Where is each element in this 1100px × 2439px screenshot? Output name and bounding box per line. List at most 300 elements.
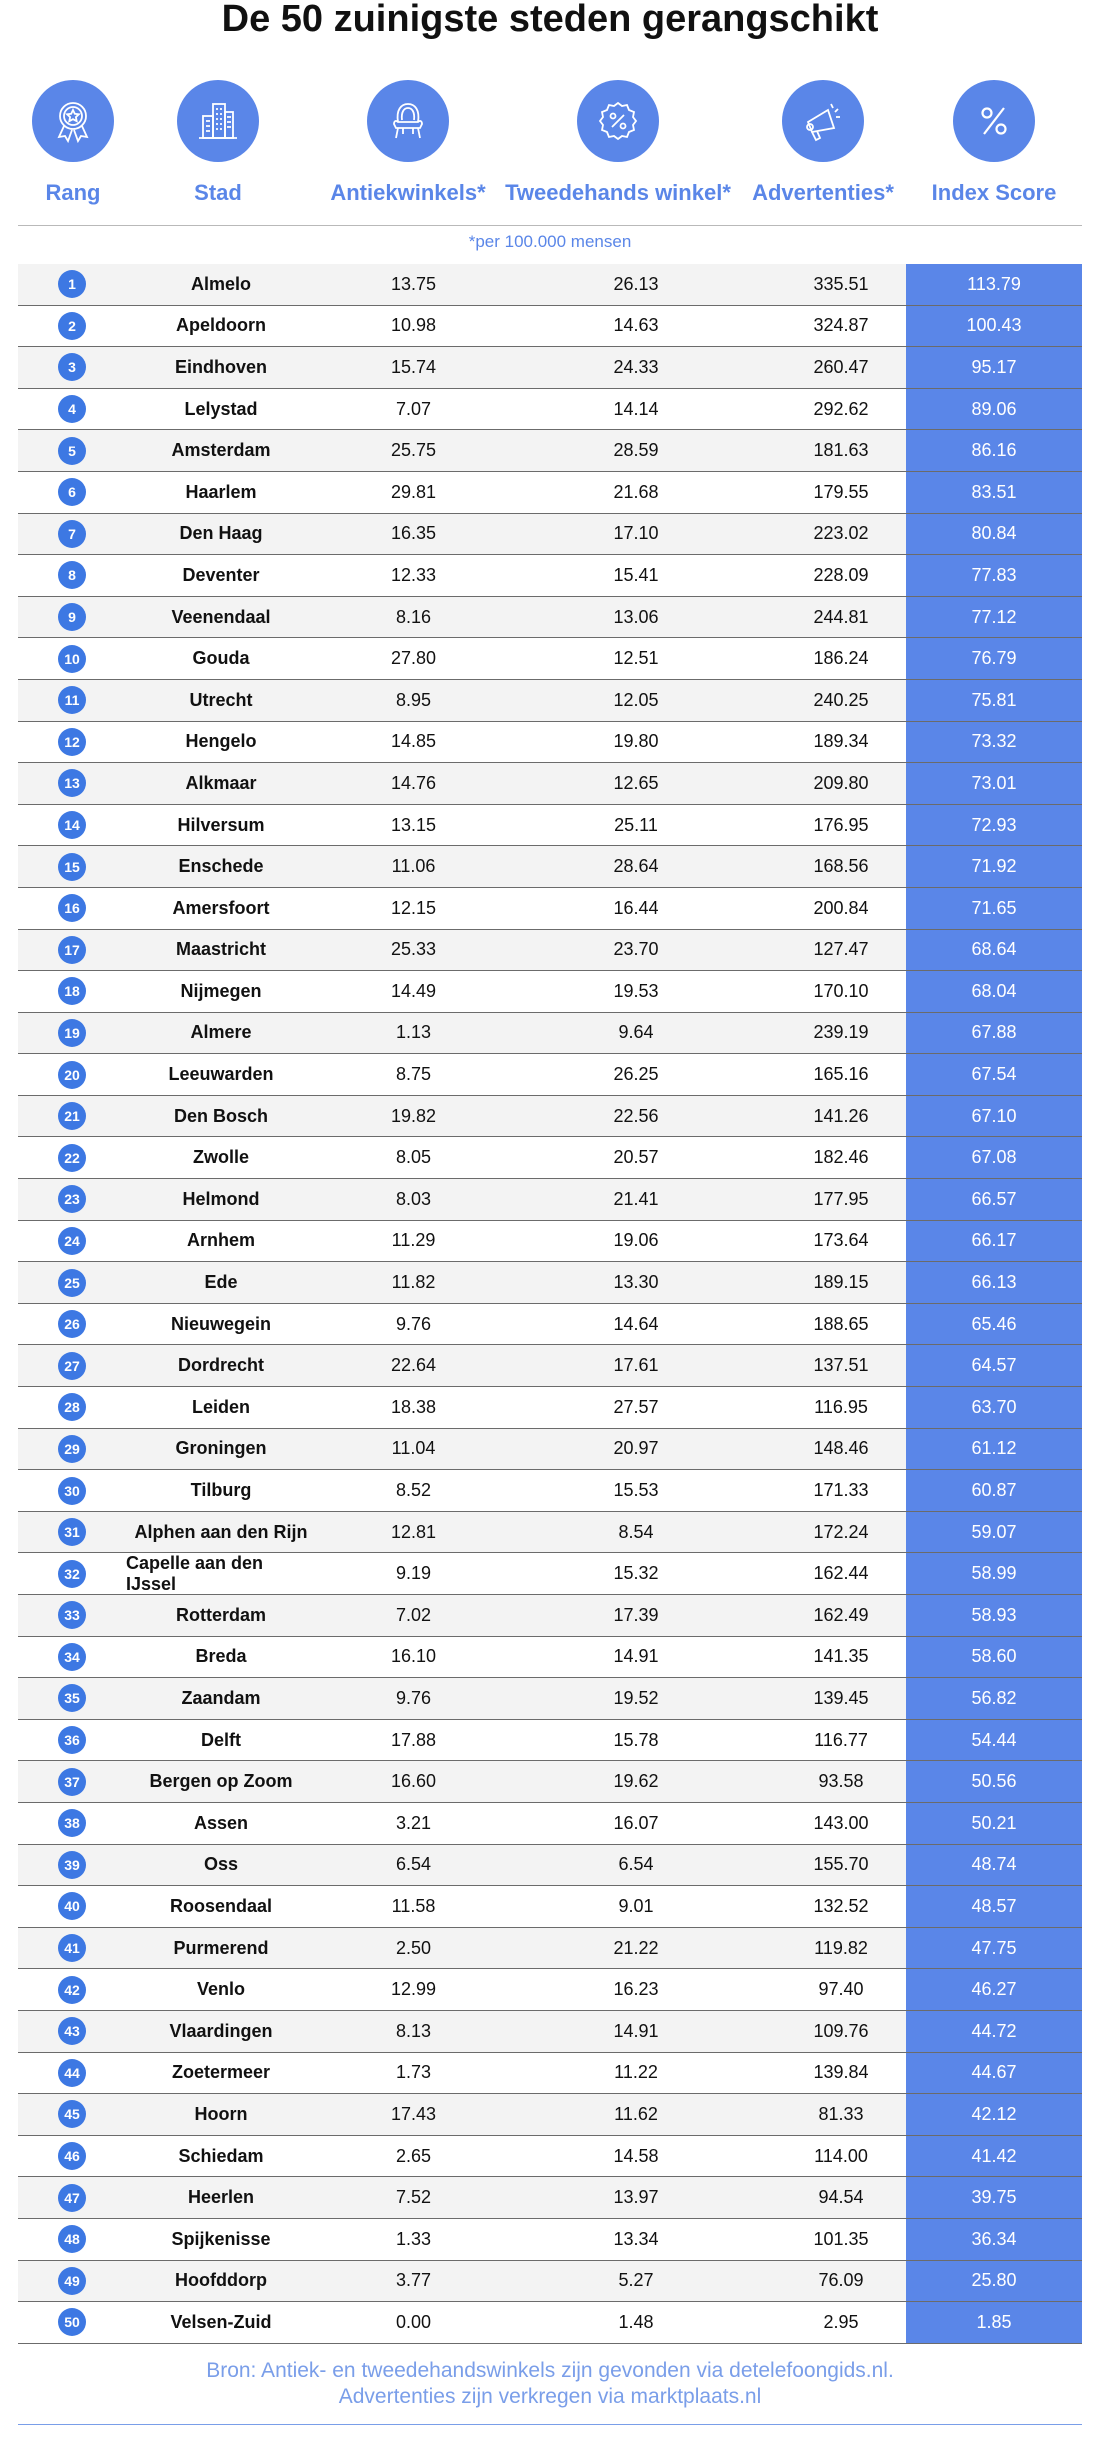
tweedehands-cell: 12.05 xyxy=(613,689,659,710)
antiek-cell: 11.58 xyxy=(391,1895,436,1916)
tweedehands-cell: 13.97 xyxy=(613,2187,659,2208)
tweedehands-cell: 9.64 xyxy=(618,1022,654,1043)
tweedehands-cell: 12.51 xyxy=(613,648,659,669)
tweedehands-cell: 14.64 xyxy=(613,1313,659,1334)
table-row xyxy=(18,638,1082,680)
antiek-cell: 6.54 xyxy=(395,1854,432,1875)
index-score-cell: 100.43 xyxy=(906,306,1082,347)
city-cell: Haarlem xyxy=(185,481,257,502)
rank-cell xyxy=(18,1345,126,1386)
city-cell: Hoofddorp xyxy=(175,2270,267,2291)
table-row xyxy=(18,930,1082,972)
table-row xyxy=(18,1137,1082,1179)
rank-badge: 36 xyxy=(58,1726,86,1754)
header-city xyxy=(158,80,278,206)
city-cell: Veenendaal xyxy=(171,606,271,627)
table-row xyxy=(18,2094,1082,2136)
advertenties-cell: 94.54 xyxy=(818,2187,864,2208)
tweedehands-cell: 5.27 xyxy=(618,2270,654,2291)
city-cell: Apeldoorn xyxy=(176,315,266,336)
antiek-cell: 12.33 xyxy=(390,564,437,585)
index-score-cell: 77.83 xyxy=(906,555,1082,596)
table-row xyxy=(18,1720,1082,1762)
tweedehands-cell: 8.54 xyxy=(618,1521,654,1542)
city-cell: Purmerend xyxy=(173,1937,269,1958)
antiek-cell: 25.33 xyxy=(390,939,437,960)
rank-cell xyxy=(18,2136,126,2177)
table-row xyxy=(18,680,1082,722)
advertenties-cell: 182.46 xyxy=(813,1147,869,1168)
rank-cell xyxy=(18,2094,126,2135)
index-score-cell: 80.84 xyxy=(906,514,1082,555)
advertenties-cell: 244.81 xyxy=(813,606,869,627)
rank-cell xyxy=(18,1137,126,1178)
rank-badge: 4 xyxy=(58,395,86,423)
advertenties-cell: 173.64 xyxy=(813,1230,869,1251)
antiek-cell: 11.29 xyxy=(391,1230,436,1251)
antiek-cell: 7.07 xyxy=(395,398,432,419)
tweedehands-cell: 22.56 xyxy=(613,1105,659,1126)
city-cell: Venlo xyxy=(196,1979,245,2000)
tweedehands-cell: 6.54 xyxy=(618,1854,654,1875)
antiek-cell: 8.13 xyxy=(395,2020,432,2041)
index-score-cell: 39.75 xyxy=(906,2177,1082,2218)
rank-badge: 19 xyxy=(58,1019,86,1047)
index-score-cell: 66.13 xyxy=(906,1262,1082,1303)
rank-badge: 47 xyxy=(58,2184,86,2212)
tweedehands-cell: 21.22 xyxy=(613,1937,659,1958)
table-row xyxy=(18,2219,1082,2261)
index-score-cell: 68.64 xyxy=(906,930,1082,971)
advertenties-cell: 101.35 xyxy=(813,2228,869,2249)
table-row xyxy=(18,2261,1082,2303)
antiek-cell: 3.21 xyxy=(395,1812,432,1833)
advertenties-cell: 176.95 xyxy=(813,814,869,835)
advertenties-cell: 116.95 xyxy=(814,1396,868,1417)
rank-cell xyxy=(18,1761,126,1802)
tweedehands-cell: 27.57 xyxy=(613,1396,659,1417)
advertenties-cell: 168.56 xyxy=(813,856,869,877)
table-row xyxy=(18,1387,1082,1429)
city-cell: Delft xyxy=(201,1729,241,1750)
index-score-cell: 68.04 xyxy=(906,971,1082,1012)
rank-cell xyxy=(18,1678,126,1719)
per-capita-note: *per 100.000 mensen xyxy=(468,232,632,251)
antiek-cell: 9.19 xyxy=(395,1563,432,1584)
city-cell: Gouda xyxy=(192,648,250,669)
tweedehands-cell: 13.34 xyxy=(613,2228,659,2249)
city-cell: Hilversum xyxy=(177,814,265,835)
city-cell: Bergen op Zoom xyxy=(149,1771,293,1792)
rank-badge: 15 xyxy=(58,853,86,881)
rank-cell xyxy=(18,1429,126,1470)
table-row xyxy=(18,2053,1082,2095)
tweedehands-cell: 16.23 xyxy=(613,1979,659,2000)
advertenties-cell: 97.40 xyxy=(818,1979,864,2000)
table-row xyxy=(18,846,1082,888)
city-cell: Den Haag xyxy=(179,523,263,544)
index-score-cell: 76.79 xyxy=(906,638,1082,679)
rank-badge: 9 xyxy=(58,603,86,631)
table-row xyxy=(18,763,1082,805)
table-row xyxy=(18,514,1082,556)
rank-cell xyxy=(18,306,126,347)
tweedehands-cell: 20.97 xyxy=(613,1438,659,1459)
antiek-cell: 8.52 xyxy=(395,1480,432,1501)
source-line-1: Bron: Antiek- en tweedehandswinkels zijn gevonden via detelefoongids.nl. xyxy=(206,2359,894,2382)
table-row xyxy=(18,2302,1082,2344)
tweedehands-cell: 14.14 xyxy=(613,398,659,419)
rank-cell xyxy=(18,1096,126,1137)
antiek-cell: 14.76 xyxy=(390,772,437,793)
percent-icon xyxy=(953,80,1035,162)
rank-badge: 23 xyxy=(58,1185,86,1213)
city-cell: Arnhem xyxy=(186,1230,255,1251)
rank-cell xyxy=(18,1512,126,1553)
city-cell: Leeuwarden xyxy=(168,1064,274,1085)
advertenties-cell: 141.35 xyxy=(813,1646,869,1667)
advertenties-cell: 132.52 xyxy=(813,1895,869,1916)
rank-badge: 50 xyxy=(58,2308,86,2336)
rank-badge: 22 xyxy=(58,1144,86,1172)
tweedehands-cell: 21.68 xyxy=(613,481,659,502)
rank-badge: 10 xyxy=(58,645,86,673)
index-score-cell: 59.07 xyxy=(906,1512,1082,1553)
rank-cell xyxy=(18,1221,126,1262)
rank-badge: 45 xyxy=(58,2100,86,2128)
rank-cell xyxy=(18,2177,126,2218)
rank-cell xyxy=(18,1470,126,1511)
tweedehands-cell: 11.62 xyxy=(614,2103,658,2124)
table-row xyxy=(18,971,1082,1013)
advertenties-cell: 200.84 xyxy=(813,897,869,918)
city-cell: Vlaardingen xyxy=(169,2020,273,2041)
rank-badge: 20 xyxy=(58,1061,86,1089)
tweedehands-cell: 14.91 xyxy=(613,2020,659,2041)
antiek-cell: 15.74 xyxy=(390,356,437,377)
rank-cell xyxy=(18,1886,126,1927)
index-score-cell: 58.99 xyxy=(906,1553,1082,1594)
antiek-cell: 16.10 xyxy=(390,1646,437,1667)
advertenties-cell: 143.00 xyxy=(813,1812,869,1833)
city-cell: Zoetermeer xyxy=(171,2062,271,2083)
antiek-cell: 11.04 xyxy=(391,1438,436,1459)
rank-badge: 24 xyxy=(58,1227,86,1255)
city-cell: Roosendaal xyxy=(169,1895,273,1916)
advertenties-cell: 223.02 xyxy=(813,523,869,544)
tweedehands-cell: 19.52 xyxy=(613,1687,659,1708)
city-cell: Amsterdam xyxy=(171,440,271,461)
source-line-2: Advertenties zijn verkregen via marktplaats.nl xyxy=(338,2385,762,2408)
city-cell: Den Bosch xyxy=(173,1105,269,1126)
rank-badge: 13 xyxy=(58,769,86,797)
rank-cell xyxy=(18,2053,126,2094)
antiek-cell: 2.50 xyxy=(395,1937,432,1958)
tweedehands-cell: 1.48 xyxy=(618,2311,654,2332)
tweedehands-cell: 19.80 xyxy=(613,731,659,752)
city-cell: Nijmegen xyxy=(180,980,262,1001)
index-score-cell: 73.01 xyxy=(906,763,1082,804)
rank-cell xyxy=(18,1013,126,1054)
index-score-cell: 58.60 xyxy=(906,1637,1082,1678)
tweedehands-cell: 26.25 xyxy=(613,1064,659,1085)
discount-tag-icon xyxy=(577,80,659,162)
tweedehands-cell: 14.91 xyxy=(613,1646,659,1667)
tweedehands-cell: 24.33 xyxy=(613,356,659,377)
advertenties-cell: 162.44 xyxy=(813,1563,869,1584)
rank-badge: 12 xyxy=(58,728,86,756)
city-cell: Capelle aan den IJssel xyxy=(126,1552,264,1594)
table-row xyxy=(18,1429,1082,1471)
city-cell: Lelystad xyxy=(184,398,258,419)
city-cell: Almelo xyxy=(190,273,251,294)
index-score-cell: 64.57 xyxy=(906,1345,1082,1386)
index-score-cell: 42.12 xyxy=(906,2094,1082,2135)
table-row xyxy=(18,472,1082,514)
header-label-index: Index Score xyxy=(931,180,1057,205)
city-cell: Zaandam xyxy=(181,1687,261,1708)
advertenties-cell: 228.09 xyxy=(813,564,869,585)
rank-cell xyxy=(18,1803,126,1844)
city-buildings-icon xyxy=(177,80,259,162)
city-cell: Eindhoven xyxy=(174,356,267,377)
antiek-cell: 19.82 xyxy=(390,1105,437,1126)
index-score-cell: 46.27 xyxy=(906,1969,1082,2010)
advertenties-cell: 127.47 xyxy=(813,939,869,960)
city-cell: Amersfoort xyxy=(172,897,270,918)
table-row xyxy=(18,430,1082,472)
table-row xyxy=(18,1262,1082,1304)
rank-cell xyxy=(18,430,126,471)
rank-badge: 29 xyxy=(58,1435,86,1463)
table-row xyxy=(18,2177,1082,2219)
city-cell: Groningen xyxy=(175,1438,267,1459)
rank-badge: 16 xyxy=(58,894,86,922)
antiek-cell: 18.38 xyxy=(390,1396,437,1417)
advertenties-cell: 335.51 xyxy=(813,273,869,294)
antiek-cell: 7.52 xyxy=(395,2187,432,2208)
award-badge-icon xyxy=(32,80,114,162)
rank-cell xyxy=(18,2219,126,2260)
advertenties-cell: 181.63 xyxy=(813,440,869,461)
table-row xyxy=(18,597,1082,639)
table-row xyxy=(18,1304,1082,1346)
advertenties-cell: 139.84 xyxy=(813,2062,869,2083)
rank-badge: 1 xyxy=(58,270,86,298)
antiek-cell: 11.06 xyxy=(391,856,436,877)
city-cell: Utrecht xyxy=(189,689,253,710)
antiek-cell: 10.98 xyxy=(390,315,437,336)
city-cell: Enschede xyxy=(178,856,264,877)
index-score-cell: 56.82 xyxy=(906,1678,1082,1719)
table-row xyxy=(18,1179,1082,1221)
tweedehands-cell: 19.53 xyxy=(613,980,659,1001)
header-advertenties xyxy=(743,80,903,206)
header-index xyxy=(906,80,1082,206)
index-score-cell: 50.56 xyxy=(906,1761,1082,1802)
index-score-cell: 36.34 xyxy=(906,2219,1082,2260)
antiek-cell: 0.00 xyxy=(395,2311,432,2332)
rank-cell xyxy=(18,1553,126,1594)
header-antiek xyxy=(323,80,493,206)
advertenties-cell: 139.45 xyxy=(813,1687,869,1708)
rank-cell xyxy=(18,888,126,929)
antiek-cell: 8.03 xyxy=(395,1188,432,1209)
tweedehands-cell: 17.10 xyxy=(613,523,659,544)
tweedehands-cell: 14.63 xyxy=(613,315,659,336)
city-cell: Hengelo xyxy=(185,731,257,752)
rank-cell xyxy=(18,1595,126,1636)
antiek-cell: 7.02 xyxy=(395,1604,432,1625)
rank-badge: 6 xyxy=(58,478,86,506)
tweedehands-cell: 16.07 xyxy=(613,1812,659,1833)
rank-badge: 28 xyxy=(58,1393,86,1421)
rank-cell xyxy=(18,1262,126,1303)
tweedehands-cell: 17.39 xyxy=(613,1604,659,1625)
rank-badge: 39 xyxy=(58,1851,86,1879)
city-cell: Schiedam xyxy=(178,2145,264,2166)
header-label-city: Stad xyxy=(194,180,242,205)
antiek-cell: 17.43 xyxy=(390,2103,437,2124)
table-row xyxy=(18,1637,1082,1679)
rank-badge: 46 xyxy=(58,2142,86,2170)
city-cell: Maastricht xyxy=(175,939,267,960)
table-row xyxy=(18,1221,1082,1263)
table-row xyxy=(18,1345,1082,1387)
city-cell: Nieuwegein xyxy=(170,1313,272,1334)
table-row xyxy=(18,1013,1082,1055)
advertenties-cell: 292.62 xyxy=(813,398,869,419)
city-cell: Assen xyxy=(193,1812,249,1833)
antiek-cell: 11.82 xyxy=(391,1272,436,1293)
city-cell: Deventer xyxy=(182,564,260,585)
city-cell: Heerlen xyxy=(187,2187,255,2208)
advertenties-cell: 171.33 xyxy=(813,1480,869,1501)
index-score-cell: 25.80 xyxy=(906,2261,1082,2302)
rank-cell xyxy=(18,1720,126,1761)
antiek-cell: 2.65 xyxy=(395,2145,432,2166)
table-row xyxy=(18,1678,1082,1720)
antiek-cell: 13.75 xyxy=(390,273,437,294)
advertenties-cell: 188.65 xyxy=(813,1313,869,1334)
rank-cell xyxy=(18,971,126,1012)
antiek-cell: 8.75 xyxy=(395,1064,432,1085)
table-row xyxy=(18,1470,1082,1512)
antiek-cell: 22.64 xyxy=(390,1355,437,1376)
antiek-cell: 3.77 xyxy=(395,2270,432,2291)
tweedehands-cell: 16.44 xyxy=(613,897,659,918)
rank-badge: 33 xyxy=(58,1601,86,1629)
advertenties-cell: 189.34 xyxy=(813,731,869,752)
rank-cell xyxy=(18,555,126,596)
advertenties-cell: 76.09 xyxy=(818,2270,864,2291)
index-score-cell: 83.51 xyxy=(906,472,1082,513)
antiek-cell: 17.88 xyxy=(390,1729,437,1750)
rank-badge: 2 xyxy=(58,312,86,340)
antiek-cell: 27.80 xyxy=(390,648,437,669)
index-score-cell: 50.21 xyxy=(906,1803,1082,1844)
rank-cell xyxy=(18,846,126,887)
antiek-cell: 29.81 xyxy=(390,481,437,502)
antiek-cell: 8.95 xyxy=(395,689,432,710)
source-footer xyxy=(0,2358,1100,2410)
page-title: De 50 zuinigste steden gerangschikt xyxy=(221,0,879,40)
advertenties-cell: 119.82 xyxy=(814,1937,868,1958)
table-row xyxy=(18,1054,1082,1096)
index-score-cell: 77.12 xyxy=(906,597,1082,638)
advertenties-cell: 162.49 xyxy=(813,1604,869,1625)
table-row xyxy=(18,306,1082,348)
rank-badge: 3 xyxy=(58,353,86,381)
header-label-tweedehands: Tweedehands winkel* xyxy=(505,180,731,205)
tweedehands-cell: 9.01 xyxy=(618,1895,654,1916)
rank-badge: 7 xyxy=(58,520,86,548)
index-score-cell: 71.92 xyxy=(906,846,1082,887)
advertenties-cell: 209.80 xyxy=(813,772,869,793)
index-score-cell: 72.93 xyxy=(906,805,1082,846)
tweedehands-cell: 15.53 xyxy=(613,1480,659,1501)
rank-cell xyxy=(18,389,126,430)
advertenties-cell: 155.70 xyxy=(813,1854,869,1875)
rank-badge: 34 xyxy=(58,1643,86,1671)
rank-cell xyxy=(18,1969,126,2010)
rank-cell xyxy=(18,264,126,305)
index-score-cell: 89.06 xyxy=(906,389,1082,430)
table-row xyxy=(18,805,1082,847)
index-score-cell: 61.12 xyxy=(906,1429,1082,1470)
rank-badge: 11 xyxy=(58,686,86,714)
antiek-cell: 9.76 xyxy=(395,1313,432,1334)
advertenties-cell: 141.26 xyxy=(813,1105,869,1126)
rank-cell xyxy=(18,763,126,804)
rank-cell xyxy=(18,722,126,763)
table-row xyxy=(18,347,1082,389)
advertenties-cell: 324.87 xyxy=(813,315,869,336)
index-score-cell: 113.79 xyxy=(906,264,1082,305)
tweedehands-cell: 17.61 xyxy=(613,1355,659,1376)
index-score-cell: 67.88 xyxy=(906,1013,1082,1054)
index-score-cell: 71.65 xyxy=(906,888,1082,929)
index-score-cell: 67.08 xyxy=(906,1137,1082,1178)
city-cell: Ede xyxy=(204,1272,238,1293)
table-row xyxy=(18,1595,1082,1637)
index-score-cell: 66.17 xyxy=(906,1221,1082,1262)
antiek-cell: 14.85 xyxy=(390,731,437,752)
rank-cell xyxy=(18,930,126,971)
antiek-cell: 12.99 xyxy=(390,1979,437,2000)
city-cell: Tilburg xyxy=(190,1480,252,1501)
index-score-cell: 73.32 xyxy=(906,722,1082,763)
table-row xyxy=(18,888,1082,930)
ranking-table xyxy=(18,264,1082,2344)
table-row xyxy=(18,1761,1082,1803)
tweedehands-cell: 14.58 xyxy=(613,2145,659,2166)
city-cell: Spijkenisse xyxy=(171,2228,271,2249)
rank-cell xyxy=(18,805,126,846)
index-score-cell: 63.70 xyxy=(906,1387,1082,1428)
advertenties-cell: 177.95 xyxy=(813,1188,869,1209)
rank-cell xyxy=(18,2261,126,2302)
table-row xyxy=(18,1096,1082,1138)
rank-badge: 26 xyxy=(58,1310,86,1338)
city-cell: Hoorn xyxy=(194,2103,248,2124)
antiek-cell: 8.16 xyxy=(395,606,432,627)
tweedehands-cell: 15.78 xyxy=(613,1729,659,1750)
city-cell: Alphen aan den Rijn xyxy=(134,1521,308,1542)
table-row xyxy=(18,2011,1082,2053)
rank-cell xyxy=(18,638,126,679)
rank-cell xyxy=(18,472,126,513)
